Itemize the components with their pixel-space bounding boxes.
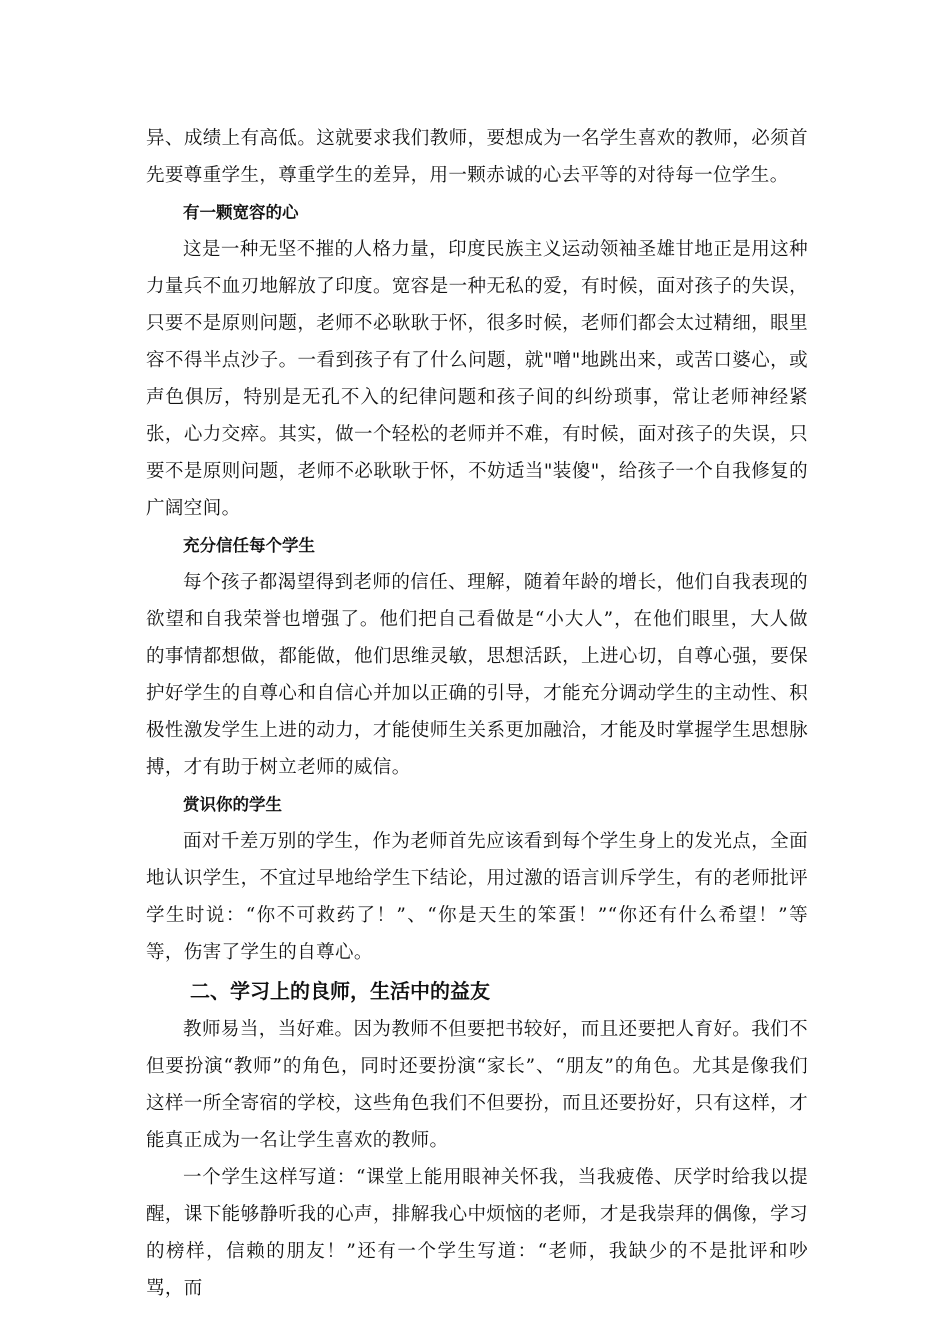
section-heading-2: 二、学习上的良师，生活中的益友 xyxy=(190,979,490,1003)
subheading-trust: 充分信任每个学生 xyxy=(183,536,315,555)
paragraph-continuation: 异、成绩上有高低。这就要求我们教师，要想成为一名学生喜欢的教师，必须首先要尊重学生，尊重学生的差异，用一颗赤诚的心去平等的对待每一位学生。 xyxy=(146,128,808,186)
paragraph-trust: 每个孩子都渴望得到老师的信任、理解，随着年龄的增长，他们自我表现的欲望和自我荣誉也增强了。他们把自己看做是“小大人”，在他们眼里，大人做的事情都想做，都能做，他们思维灵敏，思想活跃，上进心切，自尊心强，要保护好学生的自尊心和自信心并加以正确的引导，才能充分调动学生的主动性、积极性激发学生上进的动力，才能使师生关系更加融洽，才能及时掌握学生思想脉搏，才有助于树立老师的威信。 xyxy=(146,572,808,778)
document-page xyxy=(146,120,808,1307)
paragraph-tolerance: 这是一种无坚不摧的人格力量，印度民族主义运动领袖圣雄甘地正是用这种力量兵不血刃地解放了印度。宽容是一种无私的爱，有时候，面对孩子的失误，只要不是原则问题，老师不必耿耿于怀，很多时候，老师们都会太过精细，眼里容不得半点沙子。一看到孩子有了什么问题，就"噌"地跳出来，或苦口婆心，或声色俱厉，特别是无孔不入的纪律问题和孩子间的纠纷琐事，常让老师神经紧张，心力交瘁。其实，做一个轻松的老师并不难，有时候，面对孩子的失误，只要不是原则问题，老师不必耿耿于怀，不妨适当"装傻"，给孩子一个自我修复的广阔空间。 xyxy=(146,239,808,519)
paragraph-appreciate: 面对千差万别的学生，作为老师首先应该看到每个学生身上的发光点，全面地认识学生，不宜过早地给学生下结论，用过激的语言训斥学生，有的老师批评学生时说：“你不可救药了！”、“你是天生的笨蛋！”“你还有什么希望！”等等，伤害了学生的自尊心。 xyxy=(146,831,808,963)
paragraph-student-quote: 一个学生这样写道：“课堂上能用眼神关怀我，当我疲倦、厌学时给我以提醒，课下能够静听我的心声，排解我心中烦恼的老师，才是我崇拜的偶像，学习的榜样，信赖的朋友！”还有一个学生写道：“老师，我缺少的不是批评和吵骂，而 xyxy=(146,1167,808,1299)
subheading-appreciate: 赏识你的学生 xyxy=(183,795,282,814)
paragraph-teacher-roles: 教师易当，当好难。因为教师不但要把书较好，而且还要把人育好。我们不但要扮演“教师”的角色，同时还要扮演“家长”、“朋友”的角色。尤其是像我们这样一所全寄宿的学校，这些角色我们不但要扮，而且还要扮好，只有这样，才能真正成为一名让学生喜欢的教师。 xyxy=(146,1019,808,1151)
subheading-tolerance: 有一颗宽容的心 xyxy=(183,203,299,222)
